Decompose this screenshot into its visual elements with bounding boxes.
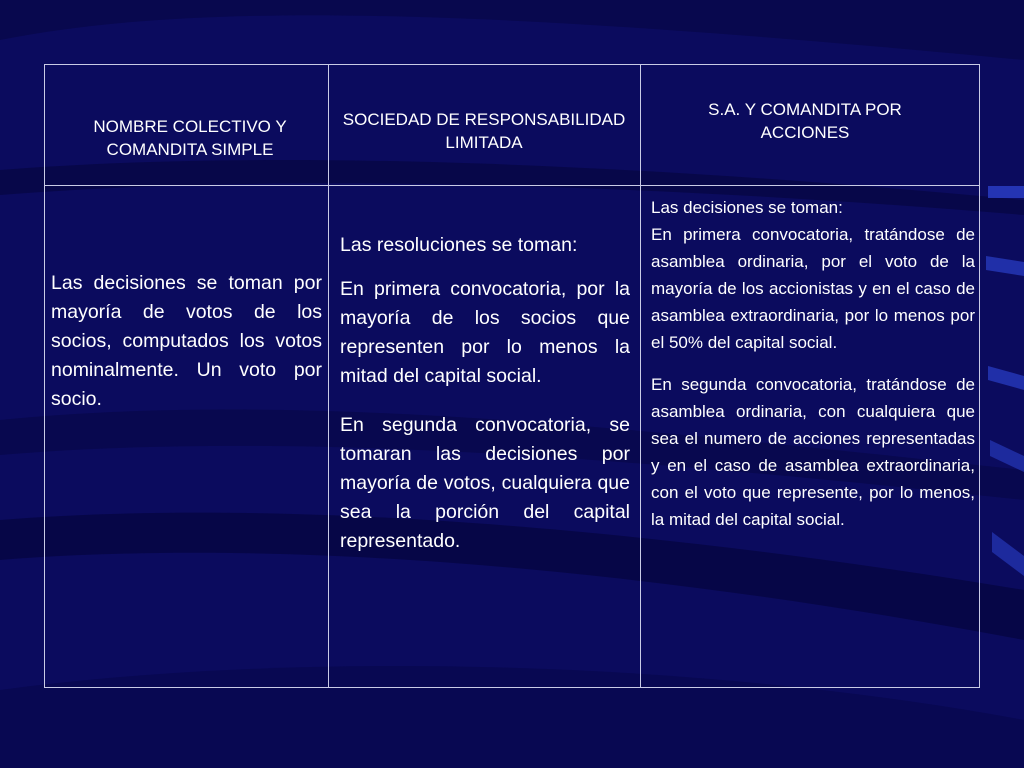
header-col3 <box>675 81 935 161</box>
header-col1 <box>63 83 317 193</box>
header-col3-label: S.A. Y COMANDITA POR ACCIONES <box>708 100 902 142</box>
header-col2 <box>333 83 635 179</box>
col2-paragraph-2: En segunda convocatoria, se tomaran las decisiones por mayoría de votos, cualquiera que sea la porción del capital representado. <box>340 414 630 552</box>
header-col1-label: NOMBRE COLECTIVO Y COMANDITA SIMPLE <box>93 117 287 159</box>
comparison-table <box>44 64 980 688</box>
col2-body <box>340 231 630 556</box>
column-divider <box>640 65 641 687</box>
col3-intro: Las decisiones se toman: <box>651 198 843 217</box>
col3-paragraph-1: En primera convocatoria, tratándose de asamblea ordinaria, por el voto de la mayoría de los accionistas y en el caso de asamblea extraordinaria, por lo menos por el 50% del capital social. <box>651 225 975 352</box>
col2-intro: Las resoluciones se toman: <box>340 234 578 256</box>
col3-paragraph-2: En segunda convocatoria, tratándose de asamblea ordinaria, con cualquiera que sea el numero de acciones representadas y en el caso de asamblea extraordinaria, con el voto que represente, por lo menos, la mitad del capital social. <box>651 375 975 529</box>
header-col2-label: SOCIEDAD DE RESPONSABILIDAD LIMITADA <box>342 110 626 152</box>
col2-paragraph-1: En primera convocatoria, por la mayoría de los socios que representen por lo menos la mitad del capital social. <box>340 278 630 387</box>
col1-body <box>51 269 322 414</box>
column-divider <box>328 65 329 687</box>
col1-text: Las decisiones se toman por mayoría de votos de los socios, computados los votos nominalmente. Un voto por socio. <box>51 272 322 410</box>
col3-body <box>651 194 975 533</box>
